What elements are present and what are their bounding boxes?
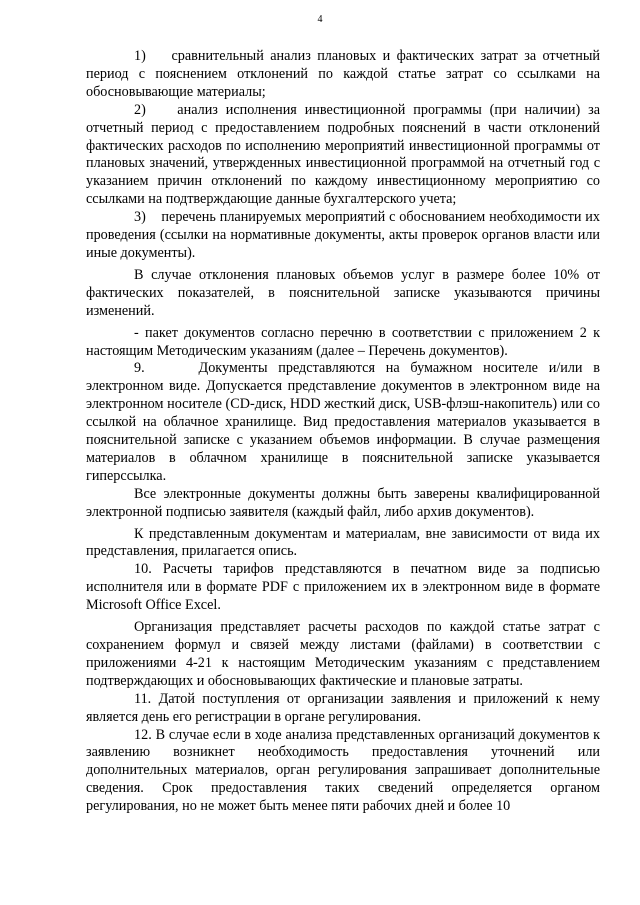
- list-item-1: 1) сравнительный анализ плановых и фактических затрат за отчетный период с пояснением отклонений по каждой статье затрат со ссылками на обосновывающие материалы;: [86, 48, 600, 100]
- clause-12: 12. В случае если в ходе анализа представленных организаций документов к заявлению возникнет необходимость предоставления уточнений или дополнительных материалов, орган регулирования запрашивает дополнительные сведения. Срок предоставления таких сведений определяется органом регулирования, но не может быть менее пяти рабочих дней и более 10: [86, 726, 600, 815]
- paragraph-document-package: - пакет документов согласно перечню в соответствии с приложением 2 к настоящим Методическим указаниям (далее – Перечень документов).: [86, 324, 600, 359]
- clause-9: 9. Документы представляются на бумажном носителе и/или в электронном виде. Допускается представление документов в электронном виде на электронном носителе (CD-диск, HDD жесткий диск, USB-флэш-накопитель) или со ссылкой на облачное хранилище. Вид предоставления материалов указывается в пояснительной записке с указанием объемов информации. В случае размещения материалов в облачном хранилище в пояснительной записке указывается гиперссылка.: [86, 360, 600, 484]
- paragraph-electronic-signature: Все электронные документы должны быть заверены квалифицированной электронной подписью заявителя (каждый файл, либо архив документов).: [86, 485, 600, 520]
- paragraph-inventory: К представленным документам и материалам, вне зависимости от вида их представления, прилагается опись.: [86, 525, 600, 560]
- paragraph-cost-calculations: Организация представляет расчеты расходов по каждой статье затрат с сохранением формул и связей между листами (файлами) в соответствии с приложениями 4-21 к настоящим Методическим указаниям с представлением подтверждающих и обосновывающих фактические и плановые затраты.: [86, 619, 600, 689]
- paragraph-deviation-note: В случае отклонения плановых объемов услуг в размере более 10% от фактических показателей, в пояснительной записке указываются причины изменений.: [86, 266, 600, 319]
- document-body: [86, 48, 600, 816]
- clause-11: 11. Датой поступления от организации заявления и приложений к нему является день его регистрации в органе регулирования.: [86, 690, 600, 725]
- list-item-2: 2) анализ исполнения инвестиционной программы (при наличии) за отчетный период с предоставлением подробных пояснений в части отклонений фактических расходов по исполнению мероприятий инвестиционной программы от плановых значений, утвержденных инвестиционной программой на отчетный год с указанием причин отклонений по каждому инвестиционному мероприятию со ссылками на подтверждающие данные бухгалтерского учета;: [86, 101, 600, 208]
- list-item-3: 3) перечень планируемых мероприятий с обоснованием необходимости их проведения (ссылки на нормативные документы, акты проверок органов власти или иные документы).: [86, 209, 600, 261]
- clause-10: 10. Расчеты тарифов представляются в печатном виде за подписью исполнителя или в формате PDF с приложением их в электронном виде в формате Microsoft Office Excel.: [86, 561, 600, 614]
- page-number: 4: [317, 14, 323, 25]
